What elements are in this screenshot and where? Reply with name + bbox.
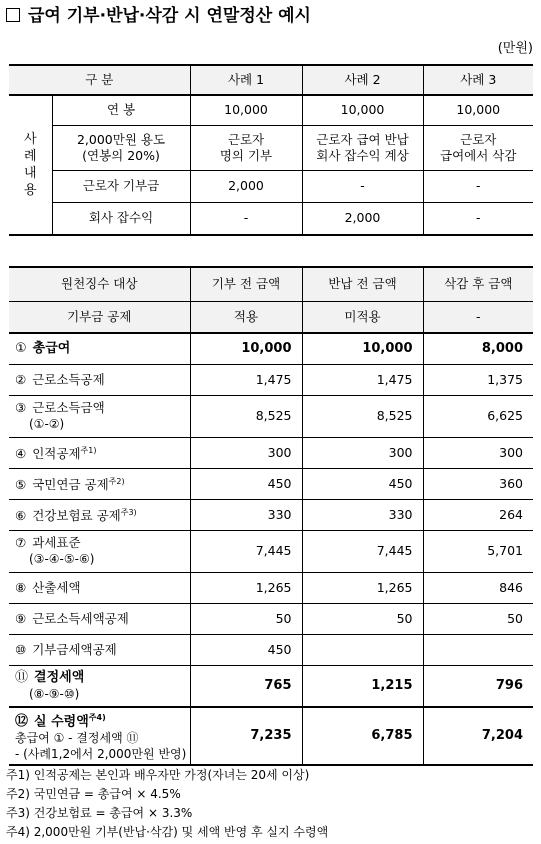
cell: 1,475 — [190, 364, 302, 395]
header-cell: 원천징수 대상 — [9, 267, 190, 301]
footnote: 주4) 2,000만원 기부(반납·삭감) 및 세액 반영 후 실지 수령액 — [6, 825, 329, 839]
table-row — [9, 364, 533, 395]
cell: 10,000 — [302, 95, 423, 125]
cell: 8,000 — [423, 333, 533, 364]
footnote: 주1) 인적공제는 본인과 배우자만 가정(자녀는 20세 이상) — [6, 768, 310, 782]
cell: 8,525 — [190, 395, 302, 437]
cell: 1,265 — [190, 572, 302, 603]
unit-label: (만원) — [497, 41, 533, 56]
cell — [302, 634, 423, 665]
header-cell: 삭감 후 금액 — [423, 267, 533, 301]
cell: 300 — [190, 437, 302, 468]
page-title: 급여 기부·반납·삭감 시 연말정산 예시 — [6, 3, 536, 29]
row-label: ⑩ 기부금세액공제 — [9, 634, 190, 665]
row-label: ⑨ 근로소득세액공제 — [9, 603, 190, 634]
header-cell: 사례 3 — [423, 65, 533, 95]
row-label: ② 근로소득공제 — [9, 364, 190, 395]
cell: 2,000 — [302, 202, 423, 235]
cell: 근로자 명의 기부 — [190, 125, 302, 170]
footnote: 주3) 건강보험료 = 총급여 × 3.3% — [6, 806, 193, 820]
header-cell: - — [423, 301, 533, 333]
cell: 450 — [190, 468, 302, 499]
header-cell: 사례 2 — [302, 65, 423, 95]
cell: 50 — [423, 603, 533, 634]
cell: 근로자 급여 반납 회사 잡수익 계상 — [302, 125, 423, 170]
cell: 8,525 — [302, 395, 423, 437]
header-cell: 기부 전 금액 — [190, 267, 302, 301]
row-label: 2,000만원 용도 (연봉의 20%) — [52, 125, 190, 170]
cell: 1,375 — [423, 364, 533, 395]
cell: 6,785 — [302, 707, 423, 765]
cell — [423, 634, 533, 665]
cell: 5,701 — [423, 530, 533, 572]
table-row — [9, 125, 533, 170]
cell: 7,445 — [190, 530, 302, 572]
row-label: ⑥ 건강보험료 공제$^{주3)}$ — [9, 499, 190, 530]
header-cell: 적용 — [190, 301, 302, 333]
cell: 330 — [190, 499, 302, 530]
cell: 50 — [302, 603, 423, 634]
header-cell: 구 분 — [9, 65, 190, 95]
table-row — [9, 468, 533, 499]
cell: 846 — [423, 572, 533, 603]
checkbox-square-icon — [6, 8, 20, 22]
cell: 1,215 — [302, 665, 423, 707]
cell: 264 — [423, 499, 533, 530]
cell: 50 — [190, 603, 302, 634]
cell: 근로자 급여에서 삭감 — [423, 125, 533, 170]
cell: 1,475 — [302, 364, 423, 395]
table-row — [9, 333, 533, 364]
row-label: 연 봉 — [52, 95, 190, 125]
cell: 360 — [423, 468, 533, 499]
cell: 1,265 — [302, 572, 423, 603]
withholding-table-header — [9, 267, 533, 301]
cell: 10,000 — [302, 333, 423, 364]
case-table — [9, 64, 533, 236]
cell: 7,235 — [190, 707, 302, 765]
cell: 10,000 — [190, 95, 302, 125]
row-label: ① 총급여 — [9, 333, 190, 364]
table-row — [9, 95, 533, 125]
row-label: ⑫ 실 수령액$^{주4)}$ 총급여 ① - 결정세액 ⑪ - (사례1,2에서 2,000만원 반영) — [9, 707, 190, 765]
footnote: 주2) 국민연금 = 총급여 × 4.5% — [6, 787, 181, 801]
cell: 2,000 — [190, 170, 302, 202]
table-row — [9, 665, 533, 707]
cell: - — [190, 202, 302, 235]
cell: 450 — [302, 468, 423, 499]
cell: - — [423, 202, 533, 235]
row-label: ⑧ 산출세액 — [9, 572, 190, 603]
row-label: ③ 근로소득금액 (①-②) — [9, 395, 190, 437]
row-label: 근로자 기부금 — [52, 170, 190, 202]
table-row — [9, 499, 533, 530]
row-label: ⑪ 결정세액 (⑧-⑨-⑩) — [9, 665, 190, 707]
cell: 7,445 — [302, 530, 423, 572]
header-cell: 미적용 — [302, 301, 423, 333]
table-row — [9, 395, 533, 437]
cell: 6,625 — [423, 395, 533, 437]
cell: 330 — [302, 499, 423, 530]
cell: 10,000 — [423, 95, 533, 125]
cell: 450 — [190, 634, 302, 665]
header-cell: 사례 1 — [190, 65, 302, 95]
cell: - — [302, 170, 423, 202]
cell: 796 — [423, 665, 533, 707]
cell: 10,000 — [190, 333, 302, 364]
cell: 300 — [423, 437, 533, 468]
row-label: ⑤ 국민연금 공제$^{주2)}$ — [9, 468, 190, 499]
cell: 300 — [302, 437, 423, 468]
header-cell: 기부금 공제 — [9, 301, 190, 333]
withholding-table — [9, 266, 533, 766]
deduction-row — [9, 301, 533, 333]
cell: - — [423, 170, 533, 202]
row-label: ④ 인적공제$^{주1)}$ — [9, 437, 190, 468]
table-row — [9, 603, 533, 634]
table-row — [9, 572, 533, 603]
side-label: 사 례 내 용 — [9, 95, 52, 235]
table-row — [9, 170, 533, 202]
table-row — [9, 530, 533, 572]
table-row — [9, 634, 533, 665]
table-row — [9, 707, 533, 765]
table-row — [9, 202, 533, 235]
header-cell: 반납 전 금액 — [302, 267, 423, 301]
table-row — [9, 437, 533, 468]
footnotes — [6, 766, 536, 842]
cell: 765 — [190, 665, 302, 707]
row-label: 회사 잡수익 — [52, 202, 190, 235]
case-table-header — [9, 65, 533, 95]
cell: 7,204 — [423, 707, 533, 765]
row-label: ⑦ 과세표준 (③-④-⑤-⑥) — [9, 530, 190, 572]
